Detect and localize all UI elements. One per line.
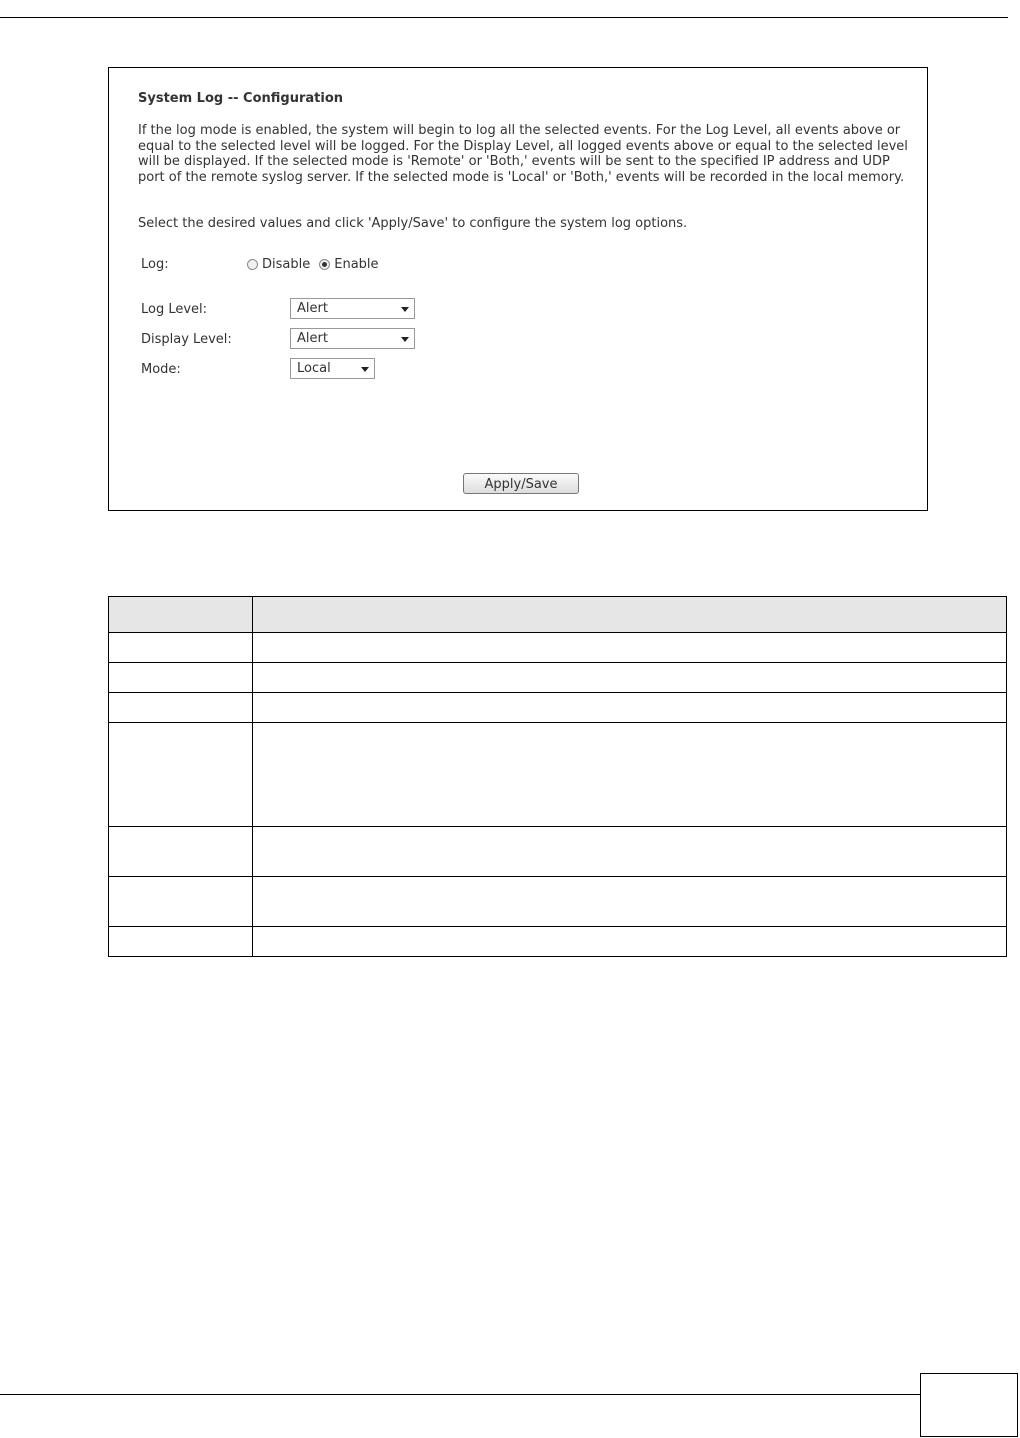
table-cell	[253, 723, 1007, 827]
mode-value: Local	[297, 361, 331, 376]
log-enable-radio[interactable]	[319, 259, 330, 270]
panel-title: System Log -- Configuration	[138, 91, 344, 106]
table-cell	[253, 633, 1007, 663]
log-label: Log:	[141, 257, 169, 272]
log-enable-label: Enable	[334, 257, 379, 272]
table-row	[109, 693, 1007, 723]
display-level-select[interactable]	[290, 328, 415, 349]
log-disable-radio[interactable]	[247, 259, 258, 270]
mode-label: Mode:	[141, 362, 181, 377]
apply-save-button[interactable]: Apply/Save	[463, 473, 579, 494]
table-cell	[109, 877, 253, 927]
table-row	[109, 827, 1007, 877]
display-level-value: Alert	[297, 331, 328, 346]
table-header-cell	[253, 597, 1007, 633]
chevron-down-icon	[401, 337, 409, 342]
table-row	[109, 877, 1007, 927]
table-row	[109, 633, 1007, 663]
page-number-box	[920, 1373, 1018, 1437]
panel-instruction: Select the desired values and click 'Apply/Save' to configure the system log options.	[138, 216, 688, 231]
table-cell	[253, 877, 1007, 927]
table-cell	[253, 663, 1007, 693]
log-level-value: Alert	[297, 301, 328, 316]
table-cell	[109, 827, 253, 877]
table-row	[109, 723, 1007, 827]
table-row	[109, 927, 1007, 957]
table-header-row	[109, 597, 1007, 633]
table-cell	[109, 723, 253, 827]
chevron-down-icon	[401, 307, 409, 312]
table-cell	[109, 663, 253, 693]
table-cell	[253, 827, 1007, 877]
table-cell	[109, 927, 253, 957]
header-rule	[0, 17, 1008, 18]
panel-description: If the log mode is enabled, the system will begin to log all the selected events. For the Log Level, all events above or equal to the selected level will be logged. For the Display Level, all logged events above or equal to the selected level will be displayed. If the selected mode is 'Remote' or 'Both,' events will be sent to the specified IP address and UDP port of the remote syslog server. If the selected mode is 'Local' or 'Both,' events will be recorded in the local memory.	[138, 123, 908, 185]
table-row	[109, 663, 1007, 693]
chevron-down-icon	[361, 367, 369, 372]
system-log-config-panel	[108, 67, 928, 511]
log-radio-group	[247, 257, 379, 272]
table-cell	[253, 927, 1007, 957]
log-level-label: Log Level:	[141, 302, 208, 317]
footer-rule	[0, 1394, 920, 1395]
log-level-select[interactable]	[290, 298, 415, 319]
mode-select[interactable]	[290, 358, 375, 379]
table-cell	[253, 693, 1007, 723]
display-level-label: Display Level:	[141, 332, 232, 347]
log-disable-label: Disable	[262, 257, 311, 272]
table-header-cell	[109, 597, 253, 633]
table-cell	[109, 693, 253, 723]
field-description-table	[108, 596, 1007, 957]
table-cell	[109, 633, 253, 663]
